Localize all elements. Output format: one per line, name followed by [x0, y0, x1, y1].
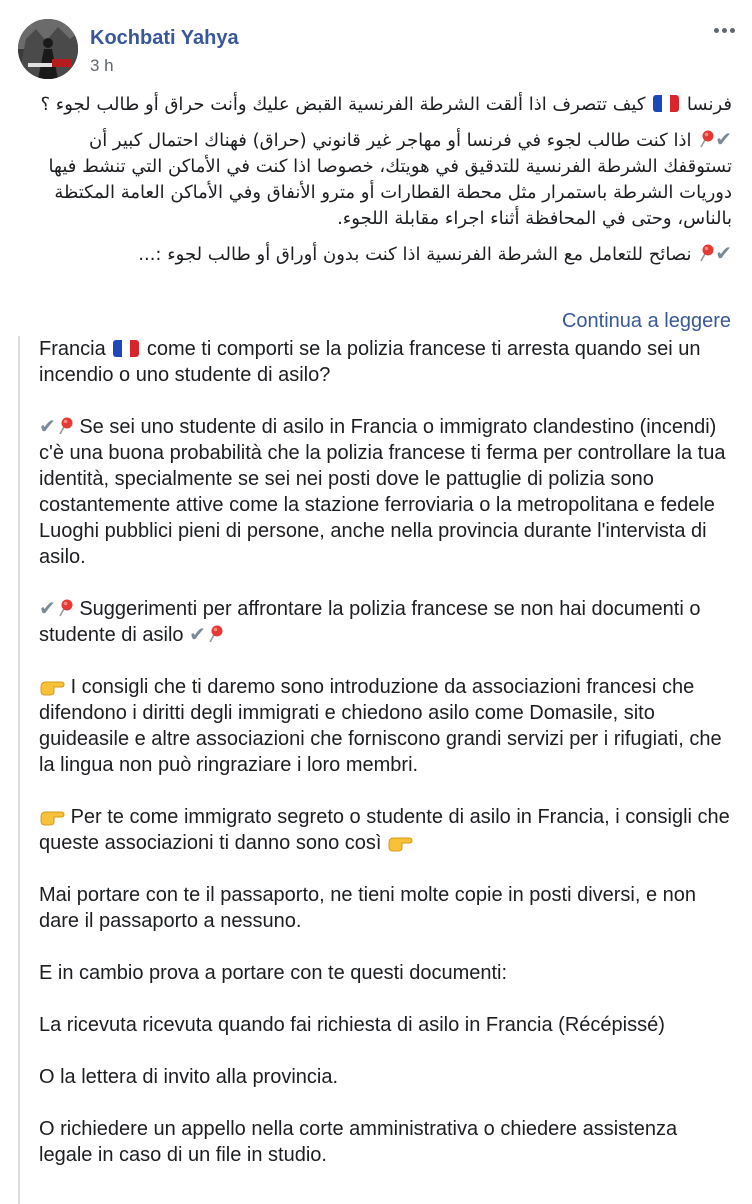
- check-icon: ✔: [39, 598, 56, 620]
- trans-p4-text: I consigli che ti daremo sono introduzione da associazioni francesi che difendono i diritti degli immigrati e chiedono asilo come Domasile, sito guideasile e altre associazioni che forniscono grandi servizi per i rifugiati, che la lingua non può ringraziare i loro membri.: [39, 676, 722, 776]
- translation-paragraph-10: O richiedere un appello nella corte amministrativa o chiedere assistenza legale in caso di un file in studio.: [39, 1118, 678, 1166]
- france-flag-icon: [653, 95, 679, 112]
- check-icon: ✔: [715, 127, 732, 151]
- trans-p5-text: Per te come immigrato segreto o studente di asilo in Francia, i consigli che queste associazioni ti danno sono così: [39, 806, 730, 854]
- translation-paragraph-6: Mai portare con te il passaporto, ne tieni molte copie in posti diversi, e non dare il passaporto a nessuno.: [39, 884, 697, 932]
- check-icon: ✔: [189, 624, 206, 646]
- arabic-p1-country: فرنسا: [686, 94, 732, 115]
- more-options-icon[interactable]: [708, 18, 740, 42]
- arabic-p2-text: اذا كنت طالب لجوء في فرنسا أو مهاجر غير قانوني (حراق) فهناك احتمال كبير أن تستوقفك الشرطة الفرنسية للتدقيق في هويتك، خصوصا اذا كنت في الأماكن التي تنشط فيها دوريات الشرطة باستمرار مثل محطة القطارات أو مترو الأنفاق وفي الأماكن العامة المكتظة بالناس، وحتى في المحافظة أثناء اجراء مقابلة اللجوء.: [48, 130, 732, 229]
- post-arabic-text: [18, 92, 732, 276]
- pushpin-icon: [697, 129, 715, 149]
- pointing-hand-icon: [39, 676, 65, 696]
- arabic-paragraph-2: [18, 126, 732, 232]
- avatar[interactable]: [18, 19, 78, 79]
- author-name[interactable]: Kochbati Yahya: [90, 27, 239, 49]
- avatar-image: [18, 19, 78, 79]
- pushpin-icon: [56, 598, 74, 618]
- pushpin-icon: [206, 624, 224, 644]
- post-timestamp[interactable]: 3 h: [90, 56, 114, 75]
- translation-paragraph-4: [39, 674, 735, 778]
- pointing-hand-icon: [39, 806, 65, 826]
- arabic-p1-text: كيف تتصرف اذا ألقت الشرطة الفرنسية القبض عليك وأنت حراق أو طالب لجوء ؟: [40, 94, 646, 115]
- arabic-p3-text: نصائح للتعامل مع الشرطة الفرنسية اذا كنت بدون أوراق أو طالب لجوء :...: [138, 244, 692, 265]
- translation-paragraph-9: O la lettera di invito alla provincia.: [39, 1066, 339, 1088]
- trans-p1-country: Francia: [39, 338, 106, 360]
- pushpin-icon: [56, 416, 74, 436]
- translation-block: [18, 336, 732, 1204]
- pushpin-icon: [697, 243, 715, 263]
- translation-paragraph-7: E in cambio prova a portare con te questi documenti:: [39, 962, 508, 984]
- pointing-hand-icon: [387, 832, 413, 852]
- translation-paragraph-3: [39, 596, 735, 648]
- check-icon: ✔: [39, 416, 56, 438]
- trans-p1-text: come ti comporti se la polizia francese ti arresta quando sei un incendio o uno studente di asilo?: [39, 338, 701, 386]
- translation-paragraph-5: [39, 804, 735, 856]
- translation-paragraph-8: La ricevuta ricevuta quando fai richiesta di asilo in Francia (Récépissé): [39, 1014, 665, 1036]
- translation-text: [39, 336, 735, 1194]
- check-icon: ✔: [715, 241, 732, 265]
- arabic-paragraph-1: [18, 92, 732, 118]
- translation-paragraph-1: [39, 336, 735, 388]
- continue-reading-link[interactable]: Continua a leggere: [561, 310, 731, 332]
- translation-paragraph-2: [39, 414, 735, 570]
- france-flag-icon: [113, 340, 139, 357]
- trans-p2-text: Se sei uno studente di asilo in Francia o immigrato clandestino (incendi) c'è una buona probabilità che la polizia francese ti ferma per controllare la tua identità, specialmente se sei nei posti dove le pattuglie di polizia sono costantemente attive come la stazione ferroviaria o la metropolitana e fedele Luoghi pubblici pieni di persone, anche nella provincia durante l'intervista di asilo.: [39, 416, 726, 568]
- arabic-paragraph-3: [18, 240, 732, 268]
- trans-p3-text: Suggerimenti per affrontare la polizia francese se non hai documenti o studente di asilo: [39, 598, 701, 646]
